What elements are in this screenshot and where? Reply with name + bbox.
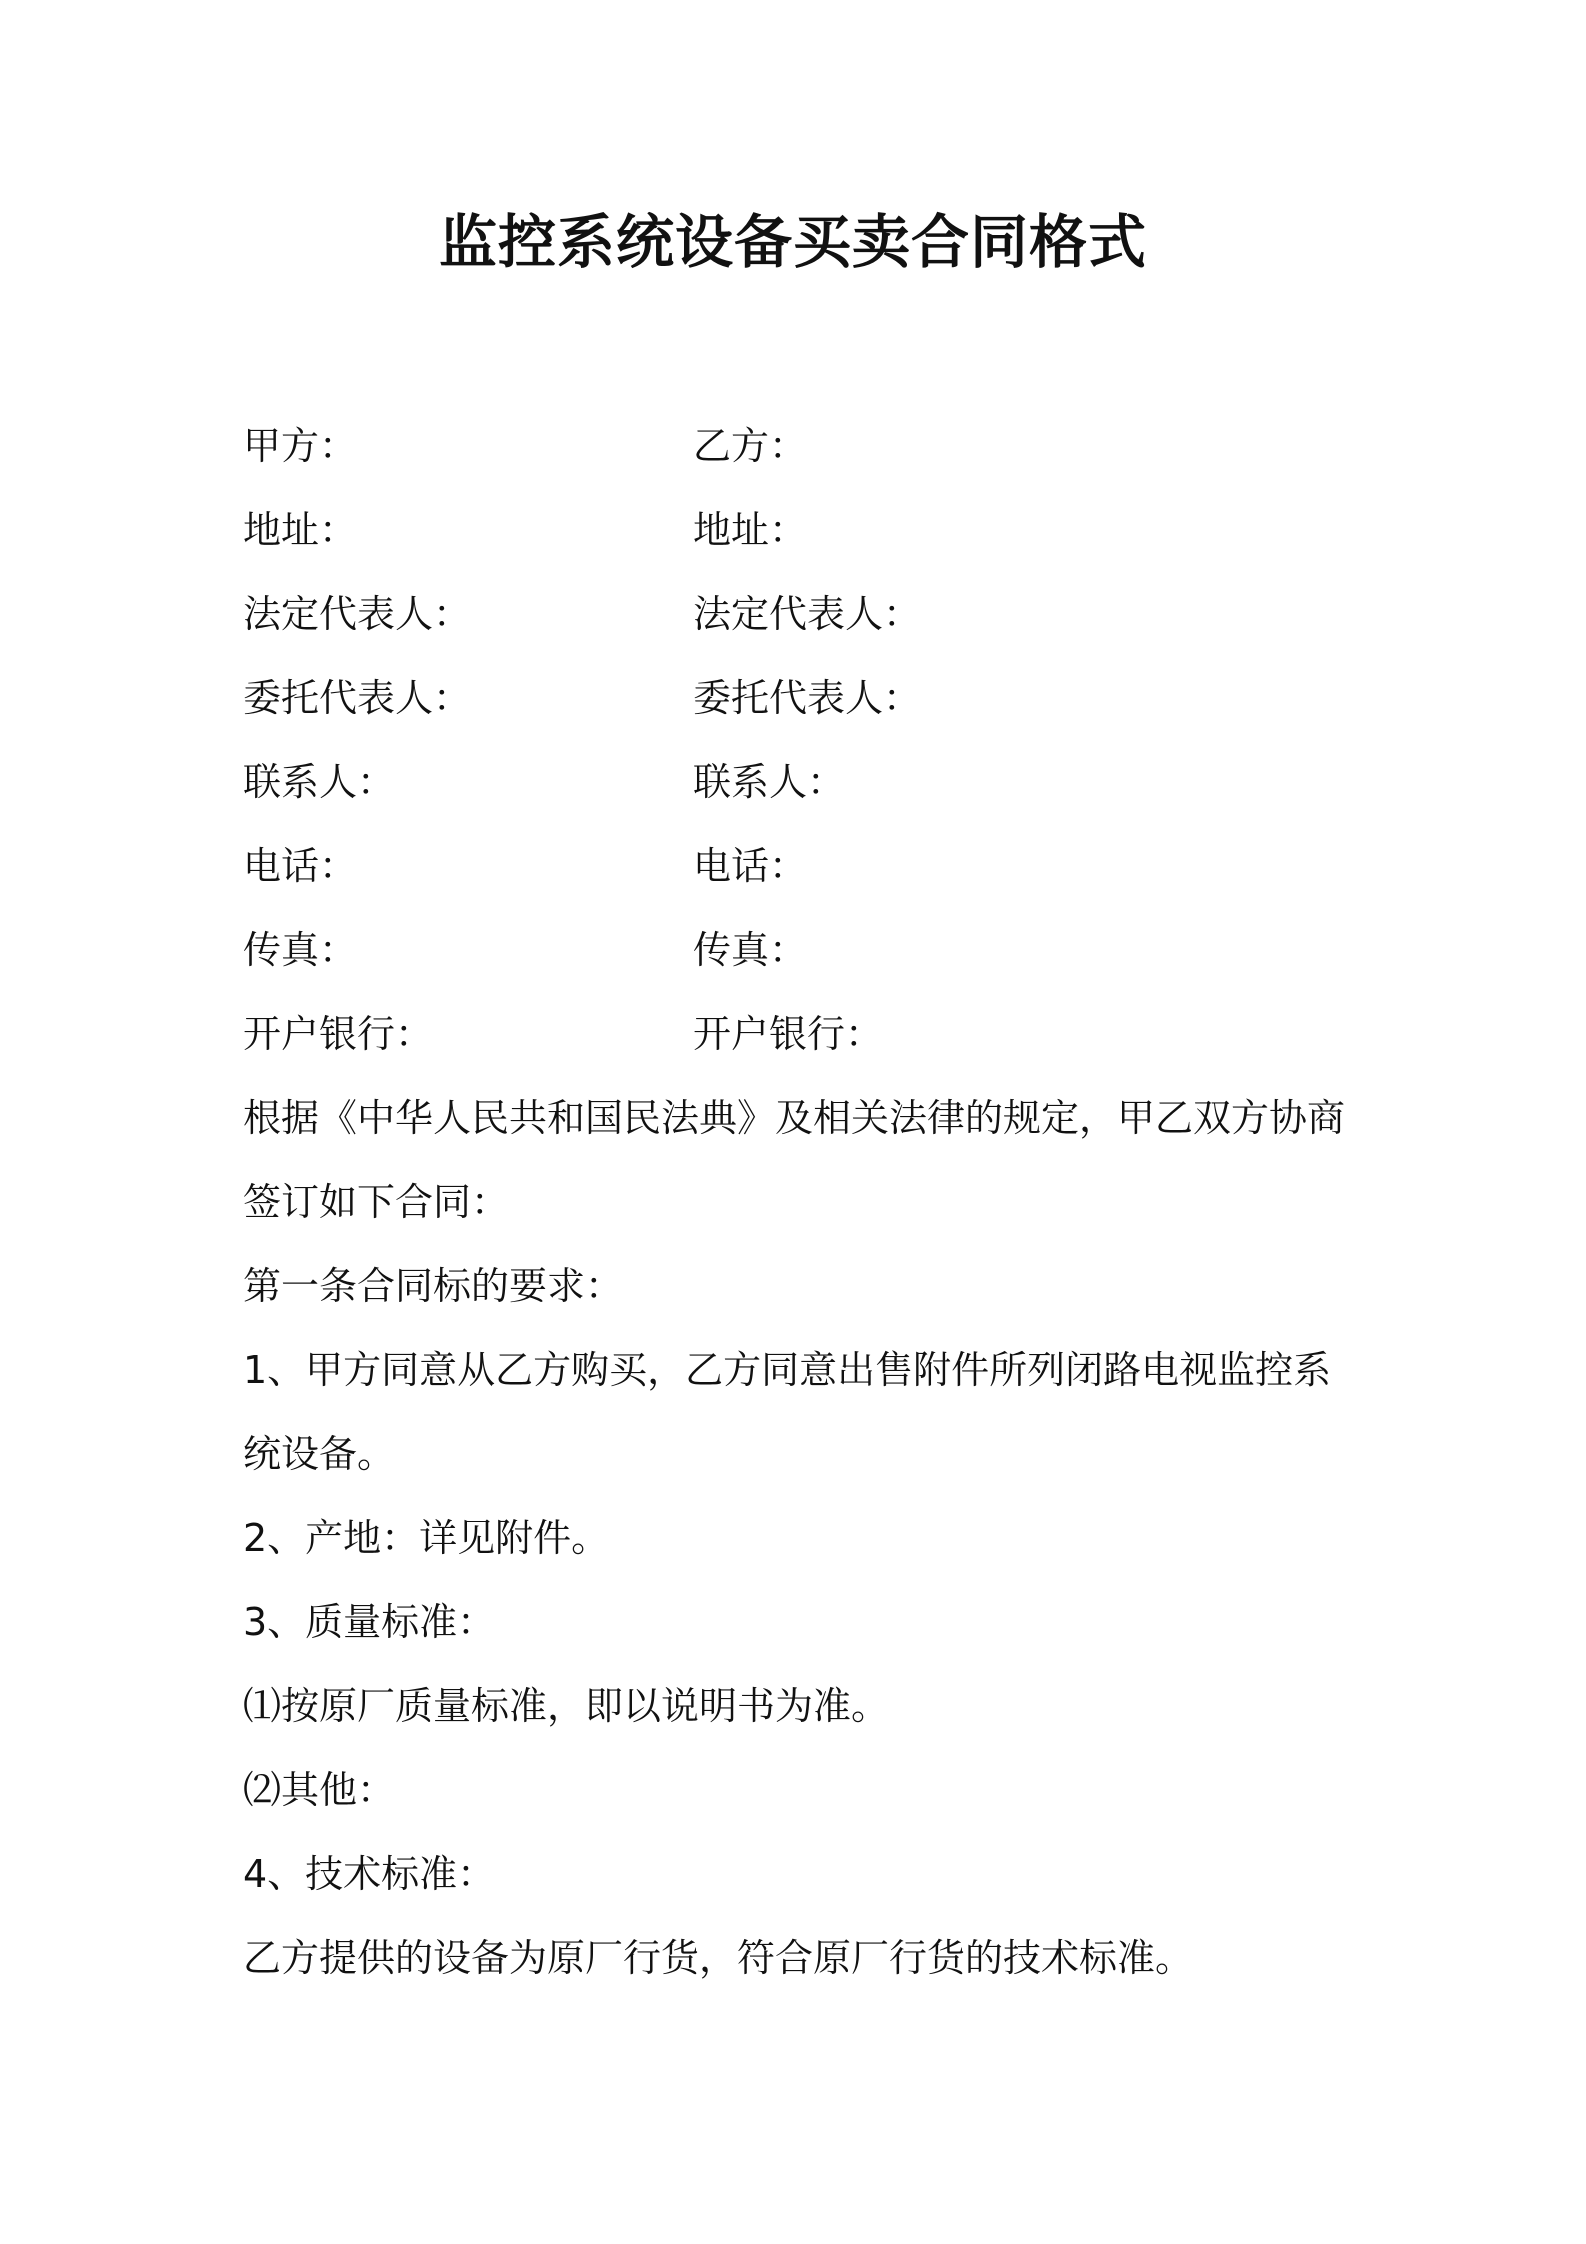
party-row-fax: [243, 908, 1353, 992]
party-a-fax-label: 传真：: [243, 928, 358, 972]
clause-4-tech-text: 乙方提供的设备为原厂行货，符合原厂行货的技术标准。: [243, 1936, 1194, 1980]
party-a-bank-label: 开户银行：: [243, 1012, 434, 1056]
party-info-grid: [243, 404, 1353, 1076]
article-one-heading: 第一条合同标的要求：: [243, 1264, 624, 1308]
clause-3-item-1: ⑴按原厂质量标准，即以说明书为准。: [243, 1684, 890, 1728]
party-b-address-label: 地址：: [693, 508, 808, 552]
party-a-name-label: 甲方：: [243, 424, 358, 468]
clause-3-quality-heading: 3、质量标准：: [243, 1600, 496, 1644]
party-a-contact-label: 联系人：: [243, 760, 396, 804]
party-b-phone-label: 电话：: [693, 844, 808, 888]
party-row-authorized-rep: [243, 656, 1353, 740]
party-row-bank: [243, 992, 1353, 1076]
party-row-phone: [243, 824, 1353, 908]
party-row-name: [243, 404, 1353, 488]
clause-3-item-2: ⑵其他：: [243, 1768, 396, 1812]
party-b-name-label: 乙方：: [693, 424, 808, 468]
party-row-contact: [243, 740, 1353, 824]
clause-1-purchase: 1、甲方同意从乙方购买，乙方同意出售附件所列闭路电视监控系统设备。: [243, 1348, 1332, 1476]
clause-2-origin: 2、产地：详见附件。: [243, 1516, 610, 1560]
clause-4-tech-heading: 4、技术标准：: [243, 1852, 496, 1896]
party-b-authorized-rep-label: 委托代表人：: [693, 676, 922, 720]
party-b-legal-rep-label: 法定代表人：: [693, 592, 922, 636]
party-a-address-label: 地址：: [243, 508, 358, 552]
party-b-bank-label: 开户银行：: [693, 1012, 884, 1056]
intro-paragraph: 根据《中华人民共和国民法典》及相关法律的规定，甲乙双方协商签订如下合同：: [243, 1096, 1346, 1224]
party-a-authorized-rep-label: 委托代表人：: [243, 676, 472, 720]
party-row-legal-rep: [243, 572, 1353, 656]
party-a-legal-rep-label: 法定代表人：: [243, 592, 472, 636]
party-b-fax-label: 传真：: [693, 928, 808, 972]
contract-body: [243, 1076, 1363, 2000]
document-title: 监控系统设备买卖合同格式: [438, 208, 1147, 276]
party-a-phone-label: 电话：: [243, 844, 358, 888]
party-row-address: [243, 488, 1353, 572]
party-b-contact-label: 联系人：: [693, 760, 846, 804]
